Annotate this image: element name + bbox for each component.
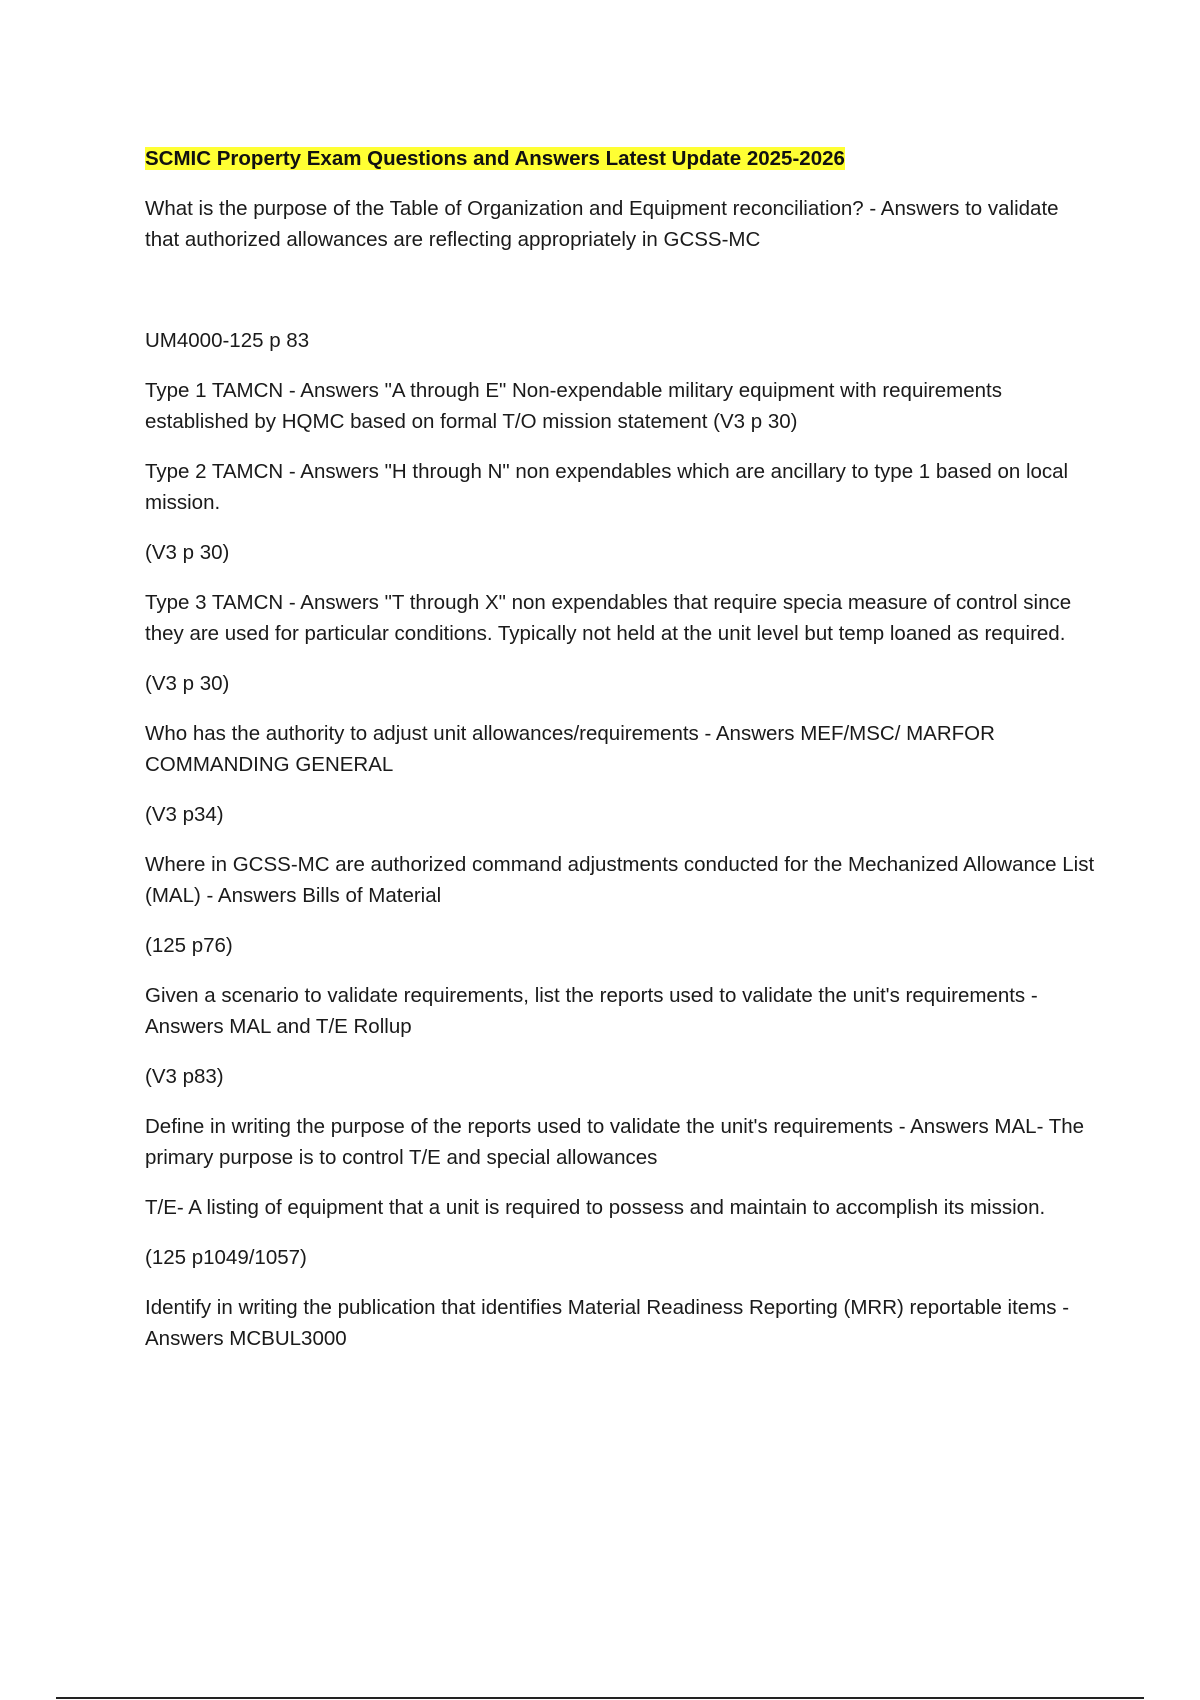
paragraph: Where in GCSS-MC are authorized command adjustments conducted for the Mechanized Allowance List (MAL) - Answers Bills of Material (145, 853, 1095, 907)
title-line (145, 144, 1095, 176)
paragraph: (125 p1049/1057) (145, 1246, 307, 1269)
paragraph: Who has the authority to adjust unit allowances/requirements - Answers MEF/MSC/ MARFOR COMMANDING GENERAL (145, 722, 995, 776)
paragraph: Type 2 TAMCN - Answers "H through N" non expendables which are ancillary to type 1 based on local mission. (145, 460, 1069, 514)
paragraph: Type 1 TAMCN - Answers "A through E" Non-expendable military equipment with requirements established by HQMC based on formal T/O mission statement (V3 p 30) (145, 379, 1002, 433)
paragraph: Type 3 TAMCN - Answers "T through X" non expendables that require specia measure of control since they are used for particular conditions. Typically not held at the unit level but temp loaned as required. (145, 591, 1072, 645)
document-title: SCMIC Property Exam Questions and Answers Latest Update 2025-2026 (145, 147, 845, 170)
paragraph: Define in writing the purpose of the reports used to validate the unit's requirements - Answers MAL- The primary purpose is to control T/E and special allowances (145, 1115, 1085, 1169)
paragraph: T/E- A listing of equipment that a unit is required to possess and maintain to accomplish its mission. (145, 1196, 1046, 1219)
document-page (145, 144, 1095, 1373)
paragraph: (V3 p 30) (145, 672, 230, 695)
paragraph: (125 p76) (145, 934, 233, 957)
paragraph: Given a scenario to validate requirements, list the reports used to validate the unit's requirements - Answers MAL and T/E Rollup (145, 984, 1038, 1038)
paragraph: What is the purpose of the Table of Organization and Equipment reconciliation? - Answers to validate that authorized allowances are reflecting appropriately in GCSS-MC (145, 197, 1059, 251)
paragraph: Identify in writing the publication that identifies Material Readiness Reporting (MRR) reportable items - Answers MCBUL3000 (145, 1296, 1070, 1350)
paragraph: (V3 p34) (145, 803, 224, 826)
paragraph: (V3 p 30) (145, 541, 230, 564)
page-bottom-rule (56, 1697, 1144, 1699)
paragraph: UM4000-125 p 83 (145, 329, 310, 352)
spacer (145, 274, 1095, 325)
paragraph: (V3 p83) (145, 1065, 224, 1088)
